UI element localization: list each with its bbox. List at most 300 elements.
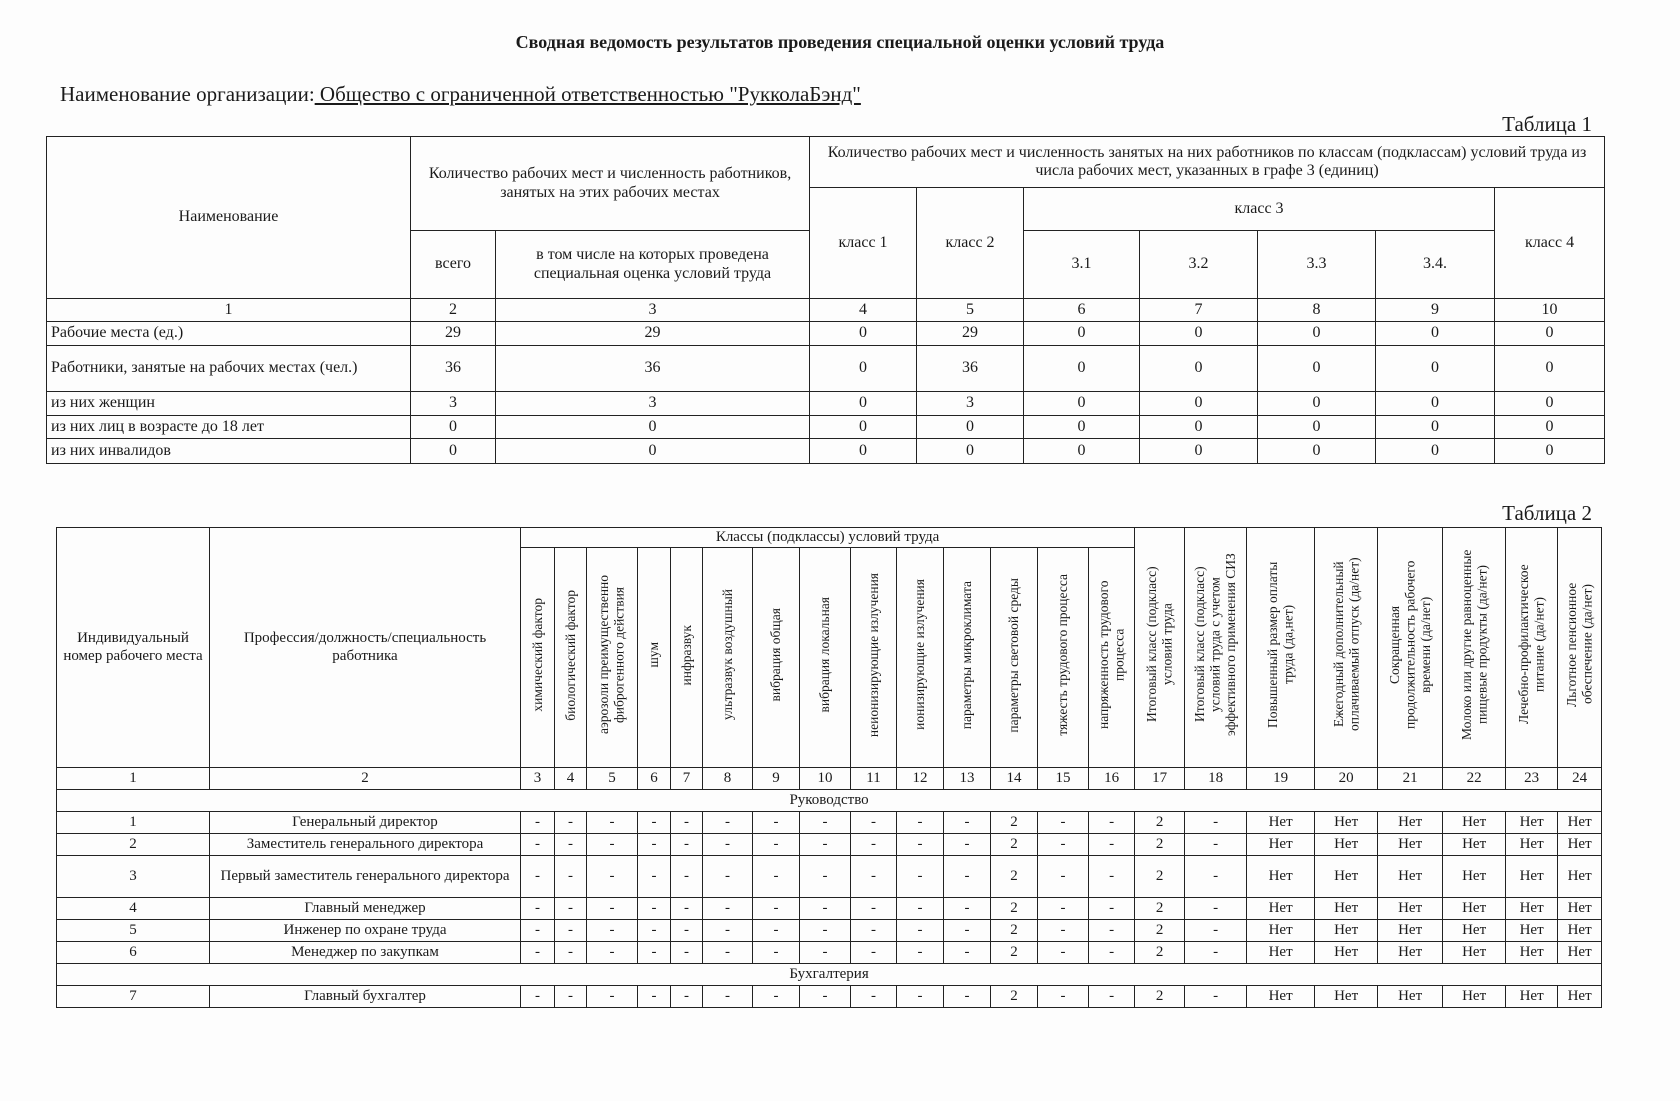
cell-value: Нет bbox=[1558, 986, 1602, 1008]
cell-value: Нет bbox=[1443, 856, 1506, 898]
column-number: 7 bbox=[671, 768, 703, 790]
profession-name: Главный менеджер bbox=[210, 898, 521, 920]
column-number: 1 bbox=[47, 299, 411, 322]
cell-value: - bbox=[753, 986, 800, 1008]
header-factor-col bbox=[521, 548, 555, 768]
workplace-id: 5 bbox=[57, 920, 210, 942]
cell-value: - bbox=[944, 834, 991, 856]
cell-value: - bbox=[587, 812, 638, 834]
header-factor-col bbox=[587, 548, 638, 768]
column-number: 8 bbox=[703, 768, 753, 790]
cell-value: - bbox=[521, 986, 555, 1008]
cell-value: - bbox=[800, 834, 851, 856]
cell-value: Нет bbox=[1506, 856, 1558, 898]
header-class-3-4: 3.4. bbox=[1376, 231, 1495, 299]
column-number: 5 bbox=[587, 768, 638, 790]
cell-value: - bbox=[521, 898, 555, 920]
cell-value: - bbox=[800, 920, 851, 942]
header-class1: класс 1 bbox=[810, 188, 917, 299]
cell-value: Нет bbox=[1378, 856, 1443, 898]
section-title: Бухгалтерия bbox=[57, 964, 1602, 986]
cell-value: - bbox=[1089, 834, 1135, 856]
header-factor-label: неионизирующие излучения bbox=[865, 572, 881, 737]
cell-value: - bbox=[944, 898, 991, 920]
cell-value: 2 bbox=[991, 920, 1038, 942]
cell-value: - bbox=[1185, 942, 1247, 964]
column-number: 19 bbox=[1247, 768, 1315, 790]
cell-value: - bbox=[897, 812, 944, 834]
cell-value: - bbox=[1038, 942, 1089, 964]
cell-value: - bbox=[800, 812, 851, 834]
cell-value: 0 bbox=[1140, 392, 1258, 416]
cell-value: 0 bbox=[810, 392, 917, 416]
column-number: 14 bbox=[991, 768, 1038, 790]
cell-value: 2 bbox=[1135, 920, 1185, 942]
column-number: 6 bbox=[638, 768, 671, 790]
cell-value: 0 bbox=[1258, 346, 1376, 392]
column-number: 3 bbox=[521, 768, 555, 790]
cell-value: - bbox=[1185, 898, 1247, 920]
cell-value: - bbox=[944, 812, 991, 834]
header-assessed: в том числе на которых проведена специальная оценка условий труда bbox=[496, 231, 810, 299]
cell-value: - bbox=[851, 986, 897, 1008]
cell-value: 0 bbox=[1495, 322, 1605, 346]
header-factor-label: параметры микроклимата bbox=[959, 580, 975, 729]
cell-value: - bbox=[703, 898, 753, 920]
profession-name: Первый заместитель генерального директора bbox=[210, 856, 521, 898]
cell-value: - bbox=[1089, 856, 1135, 898]
cell-value: 0 bbox=[1495, 416, 1605, 439]
cell-value: 0 bbox=[1376, 322, 1495, 346]
cell-value: 29 bbox=[496, 322, 810, 346]
cell-value: - bbox=[638, 812, 671, 834]
table2-caption: Таблица 2 bbox=[1502, 501, 1592, 525]
cell-value: 0 bbox=[810, 346, 917, 392]
cell-value: 0 bbox=[810, 416, 917, 439]
cell-value: Нет bbox=[1247, 834, 1315, 856]
cell-value: - bbox=[671, 986, 703, 1008]
header-extra-label: Молоко или другие равноценные пищевые продукты (да/нет) bbox=[1458, 549, 1490, 741]
header-factor-label: ультразвук воздушный bbox=[719, 589, 735, 721]
header-class4: класс 4 bbox=[1495, 188, 1605, 299]
cell-value: 0 bbox=[1024, 322, 1140, 346]
column-number: 2 bbox=[411, 299, 496, 322]
cell-value: - bbox=[753, 812, 800, 834]
column-number: 13 bbox=[944, 768, 991, 790]
cell-value: - bbox=[897, 834, 944, 856]
section-row bbox=[57, 964, 1602, 986]
cell-value: Нет bbox=[1558, 898, 1602, 920]
profession-name: Инженер по охране труда bbox=[210, 920, 521, 942]
cell-value: - bbox=[1089, 920, 1135, 942]
cell-value: 3 bbox=[917, 392, 1024, 416]
header-profession: Профессия/должность/специальность работника bbox=[210, 528, 521, 768]
workplace-id: 7 bbox=[57, 986, 210, 1008]
cell-value: 0 bbox=[1258, 392, 1376, 416]
cell-value: - bbox=[753, 942, 800, 964]
header-factor-col bbox=[671, 548, 703, 768]
cell-value: - bbox=[521, 834, 555, 856]
row-label: Рабочие места (ед.) bbox=[47, 322, 411, 346]
cell-value: Нет bbox=[1315, 942, 1378, 964]
table-row bbox=[57, 856, 1602, 898]
cell-value: Нет bbox=[1247, 986, 1315, 1008]
workplace-id: 4 bbox=[57, 898, 210, 920]
profession-name: Менеджер по закупкам bbox=[210, 942, 521, 964]
cell-value: 0 bbox=[1140, 322, 1258, 346]
cell-value: 2 bbox=[991, 898, 1038, 920]
cell-value: Нет bbox=[1443, 942, 1506, 964]
header-factor-label: химический фактор bbox=[529, 598, 545, 712]
cell-value: Нет bbox=[1247, 920, 1315, 942]
column-number: 9 bbox=[753, 768, 800, 790]
header-class-3-1: 3.1 bbox=[1024, 231, 1140, 299]
cell-value: 0 bbox=[810, 439, 917, 464]
cell-value: - bbox=[671, 856, 703, 898]
cell-value: - bbox=[753, 920, 800, 942]
cell-value: - bbox=[897, 856, 944, 898]
cell-value: 0 bbox=[1024, 416, 1140, 439]
column-numbers-row bbox=[57, 768, 1602, 790]
cell-value: - bbox=[944, 856, 991, 898]
header-factor-col bbox=[851, 548, 897, 768]
cell-value: 0 bbox=[917, 416, 1024, 439]
cell-value: Нет bbox=[1315, 856, 1378, 898]
cell-value: - bbox=[851, 856, 897, 898]
cell-value: - bbox=[587, 834, 638, 856]
workplaces-table bbox=[56, 527, 1602, 1008]
column-number: 10 bbox=[1495, 299, 1605, 322]
table-row bbox=[47, 346, 1605, 392]
cell-value: Нет bbox=[1443, 898, 1506, 920]
cell-value: - bbox=[1089, 812, 1135, 834]
header-extra-label: Лечебно-профилактическое питание (да/нет) bbox=[1516, 565, 1547, 725]
header-extra-label: Сокращенная продолжительность рабочего времени (да/нет) bbox=[1386, 560, 1433, 730]
cell-value: - bbox=[753, 834, 800, 856]
cell-value: - bbox=[851, 834, 897, 856]
cell-value: - bbox=[1038, 898, 1089, 920]
cell-value: - bbox=[671, 812, 703, 834]
header-factor-label: вибрация локальная bbox=[817, 597, 833, 713]
cell-value: - bbox=[897, 920, 944, 942]
cell-value: 29 bbox=[917, 322, 1024, 346]
header-factor-col bbox=[703, 548, 753, 768]
column-number: 11 bbox=[851, 768, 897, 790]
header-classes-group: Количество рабочих мест и численность занятых на них работников по классам (подклассам) условий труда из числа рабочих мест, указанных в графе 3 (единиц) bbox=[810, 137, 1605, 188]
cell-value: 0 bbox=[411, 439, 496, 464]
cell-value: - bbox=[587, 942, 638, 964]
cell-value: - bbox=[638, 942, 671, 964]
cell-value: - bbox=[638, 856, 671, 898]
profession-name: Заместитель генерального директора bbox=[210, 834, 521, 856]
header-factor-label: тяжесть трудового процесса bbox=[1055, 573, 1071, 736]
table-row bbox=[47, 439, 1605, 464]
cell-value: Нет bbox=[1443, 812, 1506, 834]
cell-value: - bbox=[521, 856, 555, 898]
cell-value: Нет bbox=[1247, 942, 1315, 964]
cell-value: 0 bbox=[1258, 439, 1376, 464]
header-factor-label: ионизирующие излучения bbox=[912, 579, 928, 731]
cell-value: Нет bbox=[1506, 812, 1558, 834]
column-number: 15 bbox=[1038, 768, 1089, 790]
cell-value: - bbox=[555, 812, 587, 834]
cell-value: - bbox=[555, 856, 587, 898]
cell-value: Нет bbox=[1315, 834, 1378, 856]
cell-value: Нет bbox=[1506, 942, 1558, 964]
cell-value: Нет bbox=[1378, 834, 1443, 856]
header-factor-label: инфразвук bbox=[678, 624, 694, 686]
table-row bbox=[47, 392, 1605, 416]
header-factor-label: биологический фактор bbox=[562, 589, 578, 721]
cell-value: - bbox=[671, 834, 703, 856]
cell-value: 0 bbox=[1140, 346, 1258, 392]
cell-value: - bbox=[897, 986, 944, 1008]
table-row bbox=[57, 942, 1602, 964]
header-extra-col bbox=[1135, 528, 1185, 768]
cell-value: 0 bbox=[1024, 392, 1140, 416]
cell-value: 0 bbox=[1258, 416, 1376, 439]
cell-value: 3 bbox=[411, 392, 496, 416]
cell-value: Нет bbox=[1443, 834, 1506, 856]
cell-value: - bbox=[703, 812, 753, 834]
cell-value: 2 bbox=[1135, 942, 1185, 964]
cell-value: 0 bbox=[1140, 416, 1258, 439]
cell-value: - bbox=[521, 812, 555, 834]
cell-value: Нет bbox=[1506, 834, 1558, 856]
header-total: всего bbox=[411, 231, 496, 299]
cell-value: - bbox=[555, 898, 587, 920]
header-factor-label: напряженность трудового процесса bbox=[1096, 580, 1127, 730]
header-extra-col bbox=[1443, 528, 1506, 768]
cell-value: - bbox=[638, 898, 671, 920]
cell-value: - bbox=[1089, 986, 1135, 1008]
header-workplace-id: Индивидуальный номер рабочего места bbox=[57, 528, 210, 768]
cell-value: - bbox=[1185, 812, 1247, 834]
organization-line bbox=[60, 82, 861, 107]
cell-value: 0 bbox=[1140, 439, 1258, 464]
header-factor-label: шум bbox=[646, 642, 662, 668]
cell-value: 0 bbox=[1376, 392, 1495, 416]
cell-value: Нет bbox=[1443, 920, 1506, 942]
cell-value: Нет bbox=[1558, 856, 1602, 898]
header-factor-col bbox=[1089, 548, 1135, 768]
cell-value: Нет bbox=[1506, 920, 1558, 942]
column-number: 10 bbox=[800, 768, 851, 790]
cell-value: Нет bbox=[1315, 986, 1378, 1008]
header-factor-col bbox=[638, 548, 671, 768]
cell-value: 2 bbox=[1135, 812, 1185, 834]
column-number: 21 bbox=[1378, 768, 1443, 790]
cell-value: 0 bbox=[1376, 346, 1495, 392]
header-factor-col bbox=[555, 548, 587, 768]
cell-value: Нет bbox=[1558, 920, 1602, 942]
cell-value: - bbox=[555, 986, 587, 1008]
cell-value: - bbox=[897, 898, 944, 920]
cell-value: - bbox=[671, 898, 703, 920]
header-extra-col bbox=[1378, 528, 1443, 768]
header-extra-col bbox=[1185, 528, 1247, 768]
cell-value: 0 bbox=[1376, 439, 1495, 464]
cell-value: - bbox=[1089, 898, 1135, 920]
organization-name: Общество с ограниченной ответственностью "РукколаБэнд" bbox=[314, 82, 861, 106]
cell-value: 0 bbox=[810, 322, 917, 346]
row-label: из них женщин bbox=[47, 392, 411, 416]
cell-value: 2 bbox=[1135, 834, 1185, 856]
cell-value: 0 bbox=[1258, 322, 1376, 346]
column-number: 22 bbox=[1443, 768, 1506, 790]
cell-value: - bbox=[521, 920, 555, 942]
table-row bbox=[57, 898, 1602, 920]
cell-value: Нет bbox=[1378, 812, 1443, 834]
cell-value: - bbox=[800, 942, 851, 964]
header-extra-label: Итоговый класс (подкласс) условий труда с учетом эффективного применения СИЗ bbox=[1192, 553, 1239, 737]
cell-value: 0 bbox=[1376, 416, 1495, 439]
column-number: 17 bbox=[1135, 768, 1185, 790]
cell-value: - bbox=[555, 942, 587, 964]
cell-value: 0 bbox=[917, 439, 1024, 464]
column-number: 9 bbox=[1376, 299, 1495, 322]
column-number: 20 bbox=[1315, 768, 1378, 790]
table-row bbox=[47, 416, 1605, 439]
cell-value: - bbox=[703, 920, 753, 942]
section-title: Руководство bbox=[57, 790, 1602, 812]
cell-value: - bbox=[944, 986, 991, 1008]
cell-value: - bbox=[587, 898, 638, 920]
cell-value: Нет bbox=[1378, 898, 1443, 920]
workplace-id: 2 bbox=[57, 834, 210, 856]
document-title: Сводная ведомость результатов проведения специальной оценки условий труда bbox=[515, 32, 1165, 52]
cell-value: Нет bbox=[1378, 986, 1443, 1008]
table-row bbox=[57, 812, 1602, 834]
cell-value: 2 bbox=[991, 942, 1038, 964]
header-factor-col bbox=[944, 548, 991, 768]
header-factor-col bbox=[753, 548, 800, 768]
cell-value: - bbox=[753, 856, 800, 898]
profession-name: Главный бухгалтер bbox=[210, 986, 521, 1008]
cell-value: Нет bbox=[1506, 986, 1558, 1008]
cell-value: Нет bbox=[1315, 898, 1378, 920]
cell-value: 3 bbox=[496, 392, 810, 416]
cell-value: - bbox=[851, 898, 897, 920]
cell-value: - bbox=[638, 920, 671, 942]
cell-value: - bbox=[851, 920, 897, 942]
header-class3: класс 3 bbox=[1024, 188, 1495, 231]
header-extra-col bbox=[1247, 528, 1315, 768]
cell-value: 0 bbox=[1495, 392, 1605, 416]
cell-value: 2 bbox=[991, 834, 1038, 856]
column-number: 2 bbox=[210, 768, 521, 790]
workplace-id: 1 bbox=[57, 812, 210, 834]
cell-value: - bbox=[1038, 920, 1089, 942]
header-extra-label: Льготное пенсионное обеспечение (да/нет) bbox=[1564, 582, 1595, 708]
cell-value: - bbox=[851, 942, 897, 964]
cell-value: - bbox=[638, 986, 671, 1008]
cell-value: 0 bbox=[411, 416, 496, 439]
header-class-3-3: 3.3 bbox=[1258, 231, 1376, 299]
header-extra-label: Итоговый класс (подкласс) условий труда bbox=[1144, 567, 1175, 723]
cell-value: 29 bbox=[411, 322, 496, 346]
cell-value: - bbox=[800, 986, 851, 1008]
column-number: 1 bbox=[57, 768, 210, 790]
header-factor-col bbox=[991, 548, 1038, 768]
cell-value: - bbox=[671, 920, 703, 942]
column-number: 6 bbox=[1024, 299, 1140, 322]
cell-value: 2 bbox=[991, 812, 1038, 834]
column-number: 4 bbox=[555, 768, 587, 790]
header-factor-label: параметры световой среды bbox=[1006, 577, 1022, 733]
cell-value: - bbox=[703, 856, 753, 898]
profession-name: Генеральный директор bbox=[210, 812, 521, 834]
cell-value: - bbox=[753, 898, 800, 920]
cell-value: 2 bbox=[991, 986, 1038, 1008]
cell-value: 0 bbox=[1495, 346, 1605, 392]
cell-value: 0 bbox=[1495, 439, 1605, 464]
row-label: из них лиц в возрасте до 18 лет bbox=[47, 416, 411, 439]
column-number: 3 bbox=[496, 299, 810, 322]
header-factor-col bbox=[897, 548, 944, 768]
column-number: 8 bbox=[1258, 299, 1376, 322]
column-number: 7 bbox=[1140, 299, 1258, 322]
cell-value: Нет bbox=[1558, 812, 1602, 834]
cell-value: Нет bbox=[1315, 920, 1378, 942]
cell-value: - bbox=[1185, 986, 1247, 1008]
header-extra-label: Повышенный размер оплаты труда (да,нет) bbox=[1265, 561, 1296, 729]
cell-value: 36 bbox=[917, 346, 1024, 392]
column-number: 4 bbox=[810, 299, 917, 322]
cell-value: Нет bbox=[1558, 834, 1602, 856]
cell-value: - bbox=[703, 942, 753, 964]
cell-value: - bbox=[897, 942, 944, 964]
cell-value: - bbox=[1089, 942, 1135, 964]
cell-value: - bbox=[1185, 920, 1247, 942]
column-number: 5 bbox=[917, 299, 1024, 322]
cell-value: - bbox=[1185, 856, 1247, 898]
column-number: 16 bbox=[1089, 768, 1135, 790]
cell-value: - bbox=[851, 812, 897, 834]
cell-value: - bbox=[944, 942, 991, 964]
cell-value: - bbox=[1038, 812, 1089, 834]
cell-value: - bbox=[944, 920, 991, 942]
header-name: Наименование bbox=[47, 137, 411, 299]
cell-value: 0 bbox=[496, 439, 810, 464]
header-factor-col bbox=[1038, 548, 1089, 768]
cell-value: Нет bbox=[1378, 942, 1443, 964]
cell-value: - bbox=[638, 834, 671, 856]
cell-value: - bbox=[671, 942, 703, 964]
table-row bbox=[57, 986, 1602, 1008]
cell-value: Нет bbox=[1378, 920, 1443, 942]
cell-value: 0 bbox=[1024, 346, 1140, 392]
column-number: 24 bbox=[1558, 768, 1602, 790]
header-extra-label: Ежегодный дополнительный оплачиваемый отпуск (да/нет) bbox=[1330, 558, 1362, 732]
header-count-group: Количество рабочих мест и численность работников, занятых на этих рабочих местах bbox=[411, 137, 810, 231]
cell-value: - bbox=[1038, 856, 1089, 898]
cell-value: - bbox=[1185, 834, 1247, 856]
section-row bbox=[57, 790, 1602, 812]
cell-value: Нет bbox=[1247, 898, 1315, 920]
cell-value: - bbox=[587, 856, 638, 898]
cell-value: - bbox=[1038, 834, 1089, 856]
cell-value: - bbox=[703, 986, 753, 1008]
table-row bbox=[57, 834, 1602, 856]
header-factor-label: аэрозоли преимущественно фиброгенного действия bbox=[596, 575, 627, 735]
cell-value: - bbox=[800, 898, 851, 920]
header-classes-group: Классы (подклассы) условий труда bbox=[521, 528, 1135, 548]
cell-value: 36 bbox=[411, 346, 496, 392]
column-numbers-row bbox=[47, 299, 1605, 322]
header-class-3-2: 3.2 bbox=[1140, 231, 1258, 299]
cell-value: Нет bbox=[1247, 856, 1315, 898]
